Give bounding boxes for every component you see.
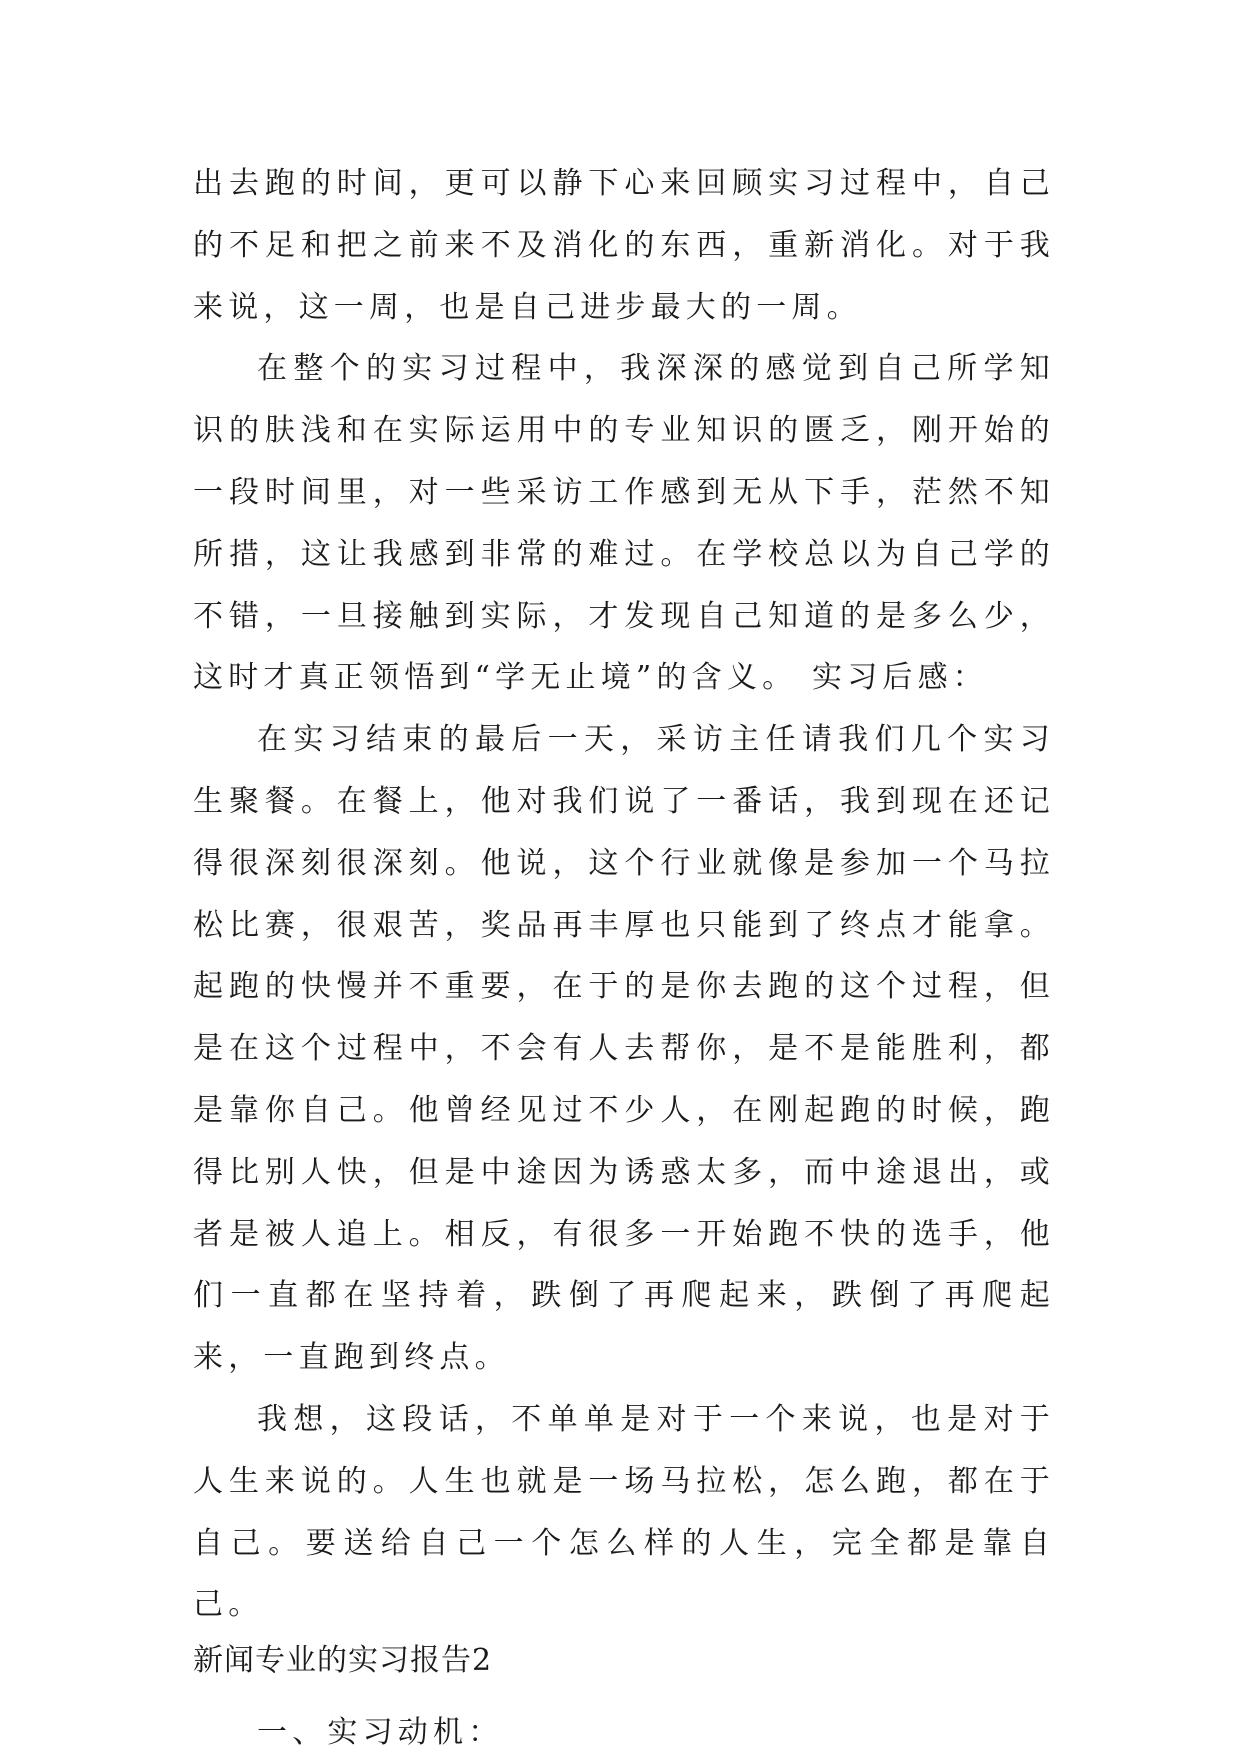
document-body [193,153,1055,1764]
paragraph: 在实习结束的最后一天，采访主任请我们几个实习生聚餐。在餐上，他对我们说了一番话，我到现在还记得很深刻很深刻。他说，这个行业就像是参加一个马拉松比赛，很艰苦，奖品再丰厚也只能到了终点才能拿。起跑的快慢并不重要，在于的是你去跑的这个过程，但是在这个过程中，不会有人去帮你，是不是能胜利，都是靠你自己。他曾经见过不少人，在刚起跑的时候，跑得比别人快，但是中途因为诱惑太多，而中途退出，或者是被人追上。相反，有很多一开始跑不快的选手，他们一直都在坚持着，跌倒了再爬起来，跌倒了再爬起来，一直跑到终点。 [193,722,1055,1376]
subsection-heading: 一、实习动机： [257,1714,504,1750]
paragraph: 我想，这段话，不单单是对于一个来说，也是对于人生来说的。人生也就是一场马拉松，怎么跑，都在于自己。要送给自己一个怎么样的人生，完全都是靠自己。 [193,1401,1055,1623]
paragraph: 在整个的实习过程中，我深深的感觉到自己所学知识的肤浅和在实际运用中的专业知识的匮乏，刚开始的一段时间里，对一些采访工作感到无从下手，茫然不知所措，这让我感到非常的难过。在学校总以为自己学的不错，一旦接触到实际，才发现自己知道的是多么少，这时才真正领悟到“学无止境”的含义。 实习后感： [193,351,1055,696]
section-heading: 新闻专业的实习报告2 [193,1643,493,1679]
paragraph: 出去跑的时间，更可以静下心来回顾实习过程中，自己的不足和把之前来不及消化的东西，重新消化。对于我来说，这一周，也是自己进步最大的一周。 [193,166,1055,325]
